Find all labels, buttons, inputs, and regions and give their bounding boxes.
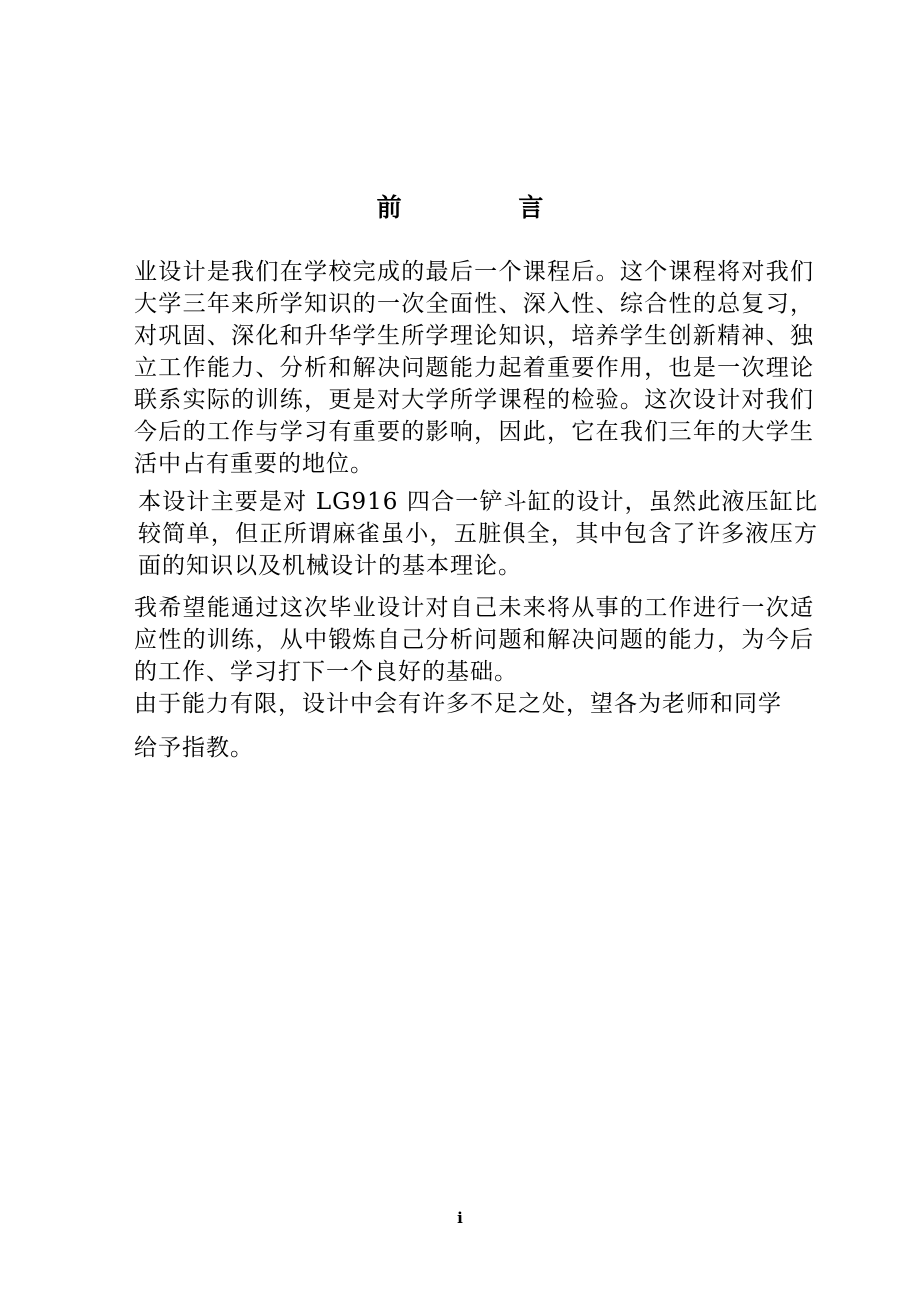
paragraph-limitations: 由于能力有限，设计中会有许多不足之处，望各为老师和同学 [134, 691, 782, 717]
paragraph-hope: 我希望能通过这次毕业设计对自己未来将从事的工作进行一次适应性的训练，从中锻炼自己分析问题和解决问题的能力，为今后的工作、学习打下一个良好的基础。 [134, 595, 814, 685]
paragraph-closing: 给予指教。 [134, 735, 254, 761]
page-number: i [457, 1209, 463, 1227]
paragraph-design-scope: 本设计主要是对 LG916 四合一铲斗缸的设计，虽然此液压缸比较简单，但正所谓麻雀虽小，五脏俱全，其中包含了许多液压方面的知识以及机械设计的基本理论。 [138, 489, 818, 579]
page-title: 前 言 [376, 193, 598, 222]
paragraph-intro: 业设计是我们在学校完成的最后一个课程后。这个课程将对我们大学三年来所学知识的一次全面性、深入性、综合性的总复习，对巩固、深化和升华学生所学理论知识，培养学生创新精神、独立工作能力、分析和解决问题能力起着重要作用，也是一次理论联系实际的训练，更是对大学所学课程的检验。这次设计对我们今后的工作与学习有重要的影响，因此，它在我们三年的大学生活中占有重要的地位。 [134, 259, 814, 477]
